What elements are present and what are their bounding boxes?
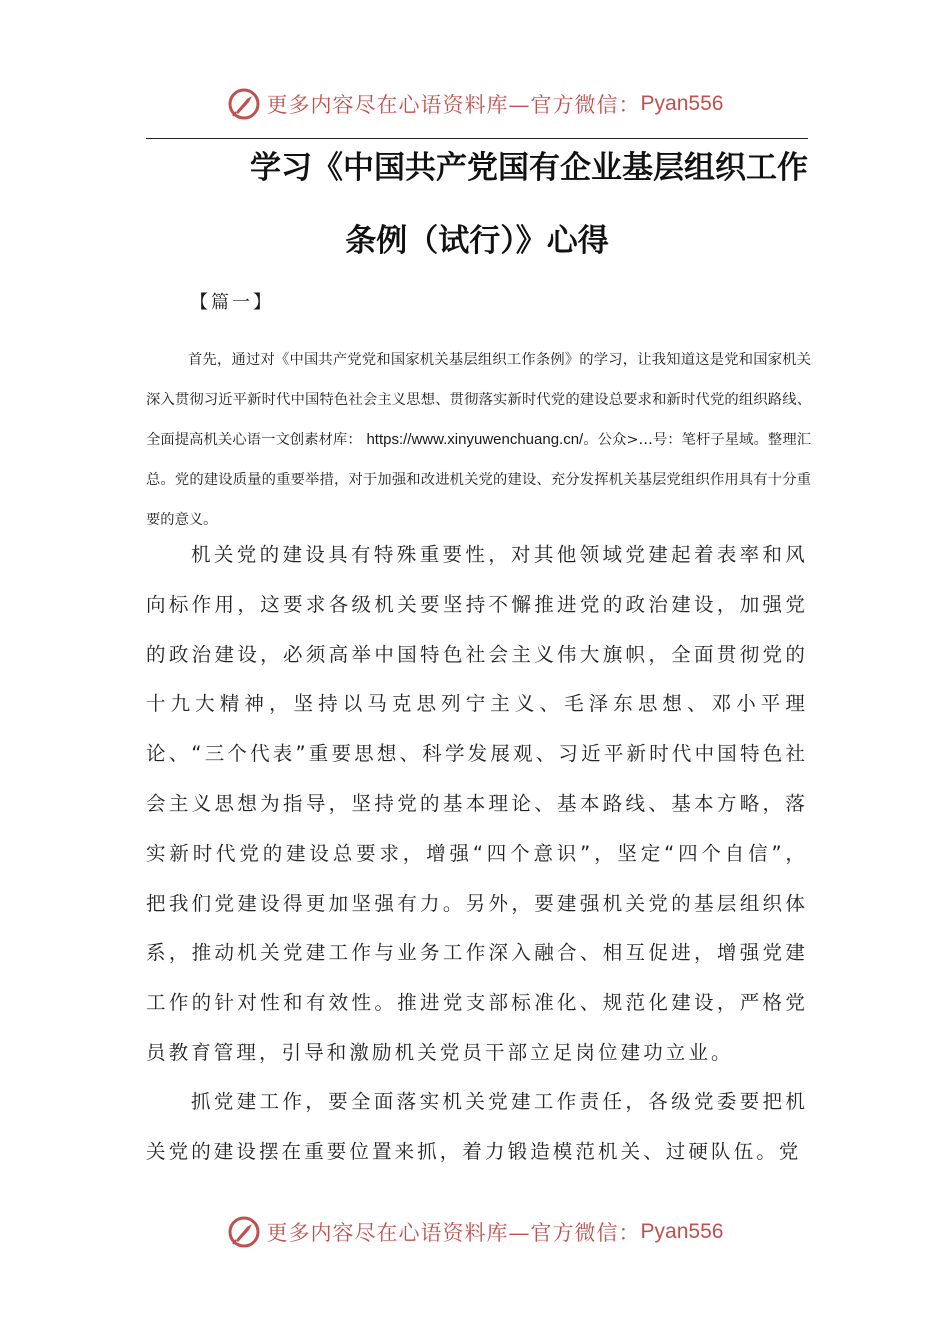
intro-url: https://www.xinyuwenchuang.cn/ [366, 431, 584, 448]
intro-paragraph [146, 340, 811, 540]
footer-watermark [0, 1212, 950, 1252]
intro-text-part-1: 首先，通过对《中国共产党党和国家机关基层组织工作条例》的学习，让我知道这是党和国家机关深入贯彻习近平新时代中国特色社会主义思想、贯彻落实新时代党的建设总要求和新时代党的组织路线、全面提高机关心语一文创素材库： [146, 352, 811, 448]
watermark-account: Pyan556 [640, 92, 724, 115]
body-paragraph-2: 抓党建工作，要全面落实机关党建工作责任，各级党委要把机关党的建设摆在重要位置来抓，着力锻造模范机关、过硬队伍。党 [146, 1090, 808, 1163]
section-label: 【篇一】 [190, 292, 274, 313]
watermark-account: Pyan556 [640, 1220, 724, 1243]
header-rule [146, 138, 808, 139]
intro-text-part-2: 。公众>…号：笔杆子星域。整理汇总。党的建设质量的重要举措，对于加强和改进机关党的建设、充分发挥机关基层党组织作用具有十分重要的意义。 [146, 432, 812, 528]
pen-nib-logo-icon [227, 1215, 261, 1249]
watermark-text: 更多内容尽在心语资料库—官方微信： [266, 1221, 641, 1245]
document-title-line-2: 条例（试行）》心得 [345, 223, 609, 259]
body-paragraph-1: 机关党的建设具有特殊重要性，对其他领域党建起着表率和风向标作用，这要求各级机关要坚持不懈推进党的政治建设，加强党的政治建设，必须高举中国特色社会主义伟大旗帜，全面贯彻党的十九大精神，坚持以马克思列宁主义、毛泽东思想、邓小平理论、“三个代表”重要思想、科学发展观、习近平新时代中国特色社会主义思想为指导，坚持党的基本理论、基本路线、基本方略，落实新时代党的建设总要求，增强“四个意识”，坚定“四个自信”，把我们党建设得更加坚强有力。另外，要建强机关党的基层组织体系，推动机关党建工作与业务工作深入融合、相互促进，增强党建工作的针对性和有效性。推进党支部标准化、规范化建设，严格党员教育管理，引导和激励机关党员干部立足岗位建功立业。 [146, 543, 808, 1064]
document-title-line-1: 学习《中国共产党国有企业基层组织工作 [250, 150, 808, 186]
watermark-text: 更多内容尽在心语资料库—官方微信： [266, 93, 641, 117]
pen-nib-logo-icon [227, 87, 261, 121]
header-watermark [0, 84, 950, 124]
